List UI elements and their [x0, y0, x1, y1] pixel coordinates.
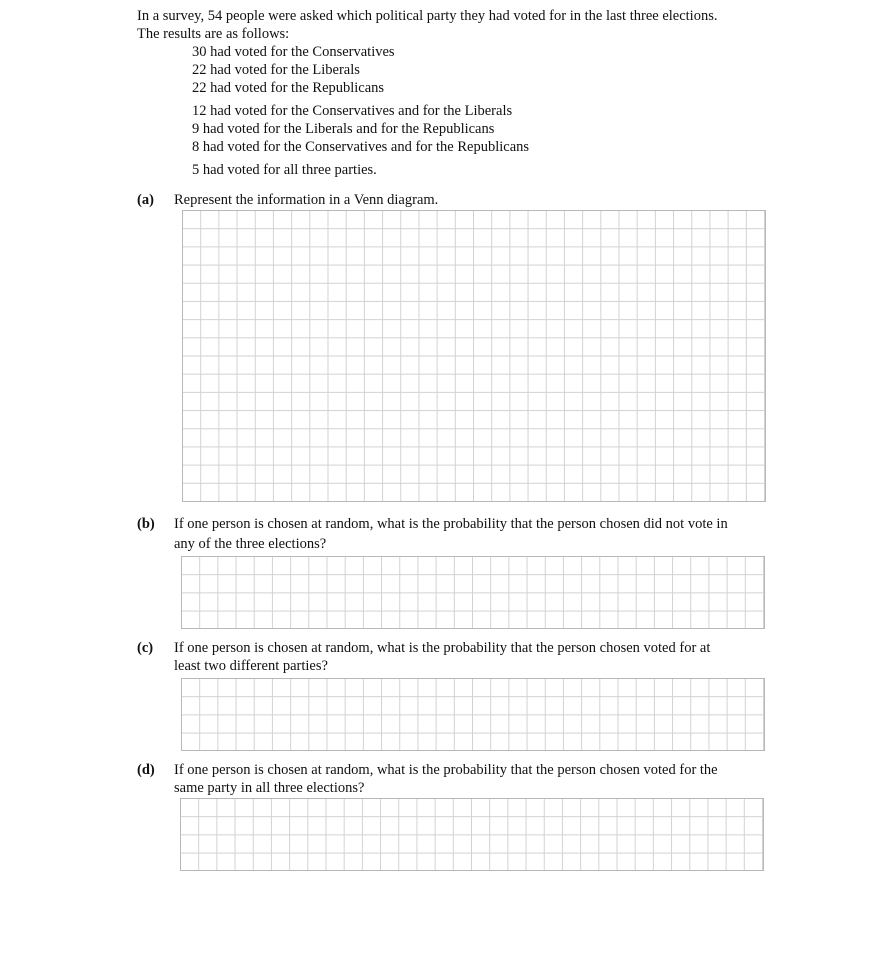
question-a-text: Represent the information in a Venn diagram.: [174, 192, 439, 208]
answer-grid-a[interactable]: [182, 210, 766, 502]
question-d-label: (d): [137, 762, 155, 778]
intro-line-1: In a survey, 54 people were asked which political party they had voted for in the last three elections.: [137, 8, 718, 24]
question-c-line-2: least two different parties?: [174, 658, 328, 674]
result-conservatives-liberals: 12 had voted for the Conservatives and for the Liberals: [192, 103, 513, 119]
question-d-line-1: If one person is chosen at random, what is the probability that the person chosen voted for the: [174, 762, 718, 778]
question-b-line-1: If one person is chosen at random, what is the probability that the person chosen did not vote in: [174, 516, 728, 532]
answer-grid-b[interactable]: [181, 556, 765, 629]
question-c-line-1: If one person is chosen at random, what is the probability that the person chosen voted for at: [174, 640, 711, 656]
result-conservatives: 30 had voted for the Conservatives: [192, 44, 395, 60]
intro-line-2: The results are as follows:: [137, 26, 290, 42]
result-conservatives-republicans: 8 had voted for the Conservatives and for the Republicans: [192, 139, 530, 155]
question-a-label: (a): [137, 192, 154, 208]
question-b-label: (b): [137, 516, 155, 532]
question-c-label: (c): [137, 640, 154, 656]
question-b-line-2: any of the three elections?: [174, 536, 327, 552]
result-liberals-republicans: 9 had voted for the Liberals and for the Republicans: [192, 121, 495, 137]
answer-grid-c[interactable]: [181, 678, 765, 751]
answer-grid-d[interactable]: [180, 798, 764, 871]
result-republicans: 22 had voted for the Republicans: [192, 80, 385, 96]
question-d-line-2: same party in all three elections?: [174, 780, 365, 796]
result-all-three: 5 had voted for all three parties.: [192, 162, 377, 178]
result-liberals: 22 had voted for the Liberals: [192, 62, 360, 78]
